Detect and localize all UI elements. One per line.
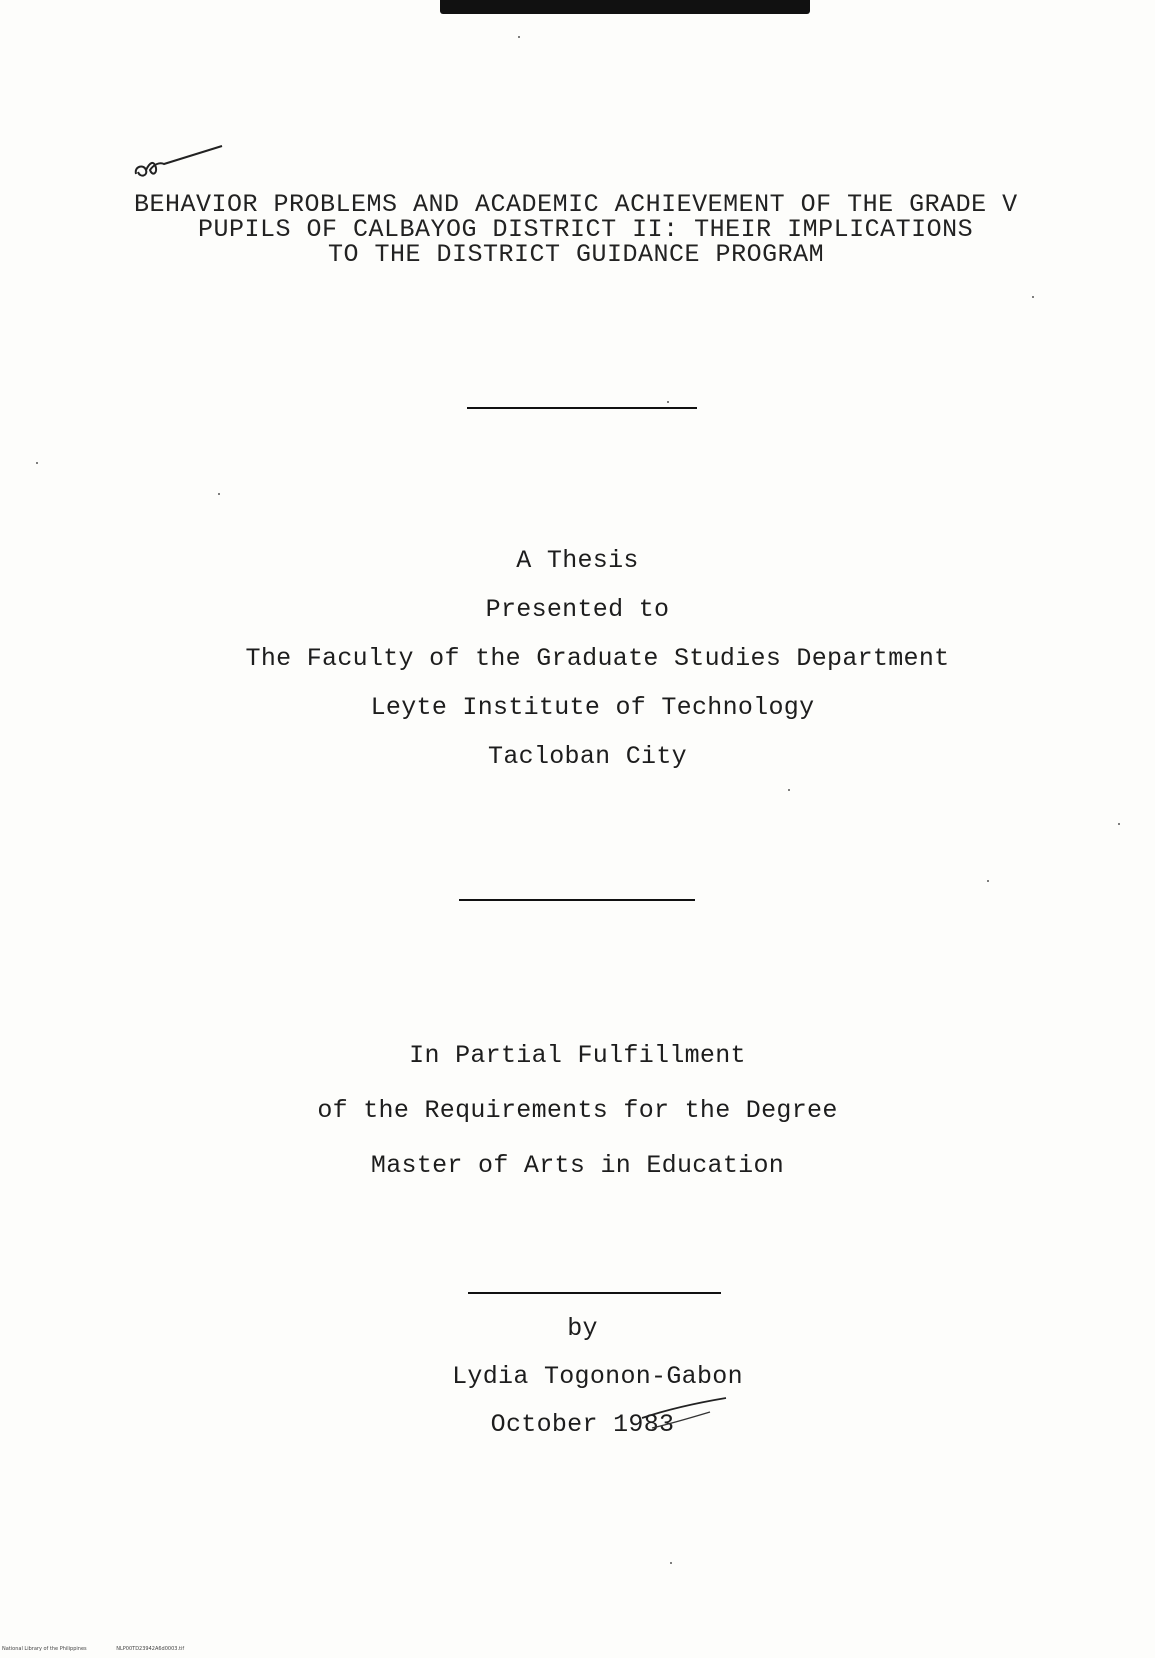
degree-line: Master of Arts in Education — [370, 1151, 785, 1180]
title-line-1: BEHAVIOR PROBLEMS AND ACADEMIC ACHIEVEMENT OF THE GRADE V — [134, 190, 1018, 219]
scan-speck — [218, 493, 220, 495]
presentation-block — [0, 536, 1155, 781]
thesis-label: A Thesis — [516, 546, 639, 575]
fulfillment-line: In Partial Fulfillment — [409, 1041, 746, 1070]
institution-line: Leyte Institute of Technology — [370, 693, 815, 722]
requirements-line: of the Requirements for the Degree — [317, 1096, 838, 1125]
scan-header-smudge — [440, 0, 810, 14]
thesis-title — [110, 192, 1070, 267]
faculty-line: The Faculty of the Graduate Studies Department — [245, 644, 950, 673]
title-line-3: TO THE DISTRICT GUIDANCE PROGRAM — [328, 240, 825, 269]
scan-speck — [670, 1562, 672, 1564]
divider-rule-2 — [459, 899, 695, 901]
by-label: by — [567, 1314, 598, 1343]
city-line: Tacloban City — [488, 742, 687, 771]
title-line-2: PUPILS OF CALBAYOG DISTRICT II: THEIR IMPLICATIONS — [198, 215, 974, 244]
signature-stroke-icon — [640, 1392, 730, 1432]
scan-speck — [1118, 823, 1120, 825]
handwritten-mark-icon — [132, 142, 224, 182]
library-credit: National Library of the Philippines — [2, 1646, 87, 1652]
presented-to-label: Presented to — [485, 595, 670, 624]
scan-footer — [2, 1646, 212, 1652]
fulfillment-block — [0, 1028, 1155, 1193]
scan-speck — [788, 789, 790, 791]
scan-speck — [518, 36, 520, 38]
divider-rule-1 — [467, 407, 697, 409]
scan-speck — [1032, 296, 1034, 298]
scan-speck — [987, 880, 989, 882]
author-name: Lydia Togonon-Gabon — [452, 1362, 743, 1391]
scan-speck — [667, 401, 669, 403]
byline-block — [0, 1305, 1155, 1449]
submission-date: October 1983 — [490, 1410, 675, 1439]
divider-rule-3 — [468, 1292, 721, 1294]
file-identifier: NLP00TD23942A6d0003.tif — [116, 1646, 185, 1652]
scan-speck — [36, 462, 38, 464]
